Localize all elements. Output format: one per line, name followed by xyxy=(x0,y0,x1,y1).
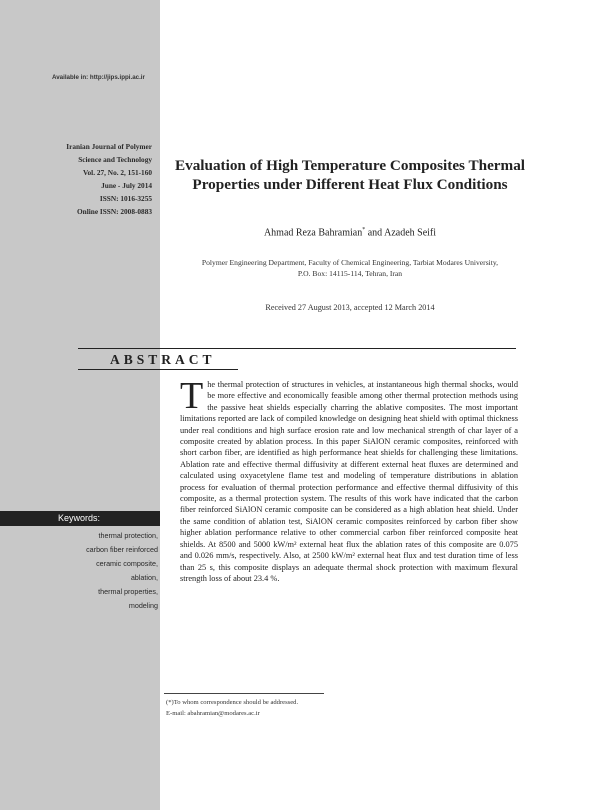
keywords-title: Keywords: xyxy=(58,513,101,523)
footnote-correspondence: (*)To whom correspondence should be addressed. xyxy=(166,699,299,706)
abstract-body-text: he thermal protection of structures in vehicles, at instantaneous high thermal shocks, would be more effective and economically feasible among other thermal protection methods using the passive heat shields especially charring the ablative composites. The most important limitations reported are lack of compiled knowledge on designing heat shield with optimal thickness under real conditions and high surface erosion rate and low mechanical strength of char layer of a composite created by ablation process. In this paper SiAlON ceramic composites, reinforced with short carbon fiber, are identified as high performance heat shields for challenging these limitations. Ablation rate and effective thermal diffusivity at different external heat fluxes are determined and calculated using oxyacetylene flame test and modeling of temperature distributions in ablation process for evaluation of thermal protection performance and effective thermal diffusivity of this composite, as a thermal protection system. The results of this work have indicated that the carbon fiber reinforced SiAlON ceramic composite can be considered as a high ablation heat shield. Under the same condition of ablation test, SiAlON ceramic composites reinforced by carbon fiber show higher ablation performance relative to other commercial carbon fiber reinforced composite heat shields. At 8500 and 5000 kW/m² external heat flux the ablation rates of this composite are 0.075 and 0.026 mm/s, respectively. Also, at 2500 kW/m² external heat flux and test duration time of less than 25 s, this composite displays an adequate thermal shock protection with maximum flexural strength loss of about 23.4 %. xyxy=(180,380,518,583)
journal-volume: Vol. 27, No. 2, 151-160 xyxy=(82,168,152,177)
abstract-heading: ABSTRACT xyxy=(110,352,216,367)
journal-name-line-2: Science and Technology xyxy=(78,155,152,164)
journal-online-issn: Online ISSN: 2008-0883 xyxy=(76,207,152,216)
availability-note: Available in: http://jips.ippi.ac.ir xyxy=(52,74,145,81)
journal-issn: ISSN: 1016-3255 xyxy=(99,194,152,203)
footnote-rule xyxy=(164,693,324,694)
keyword-item: carbon fiber reinforced xyxy=(86,545,158,554)
abstract-dropcap: T xyxy=(180,375,204,417)
sidebar-panel xyxy=(0,0,160,810)
abstract-under-rule xyxy=(78,369,238,370)
journal-date: June - July 2014 xyxy=(101,181,152,190)
affiliation-line-1: Polymer Engineering Department, Faculty of Chemical Engineering, Tarbiat Modares University, xyxy=(201,258,499,267)
keyword-item: thermal properties, xyxy=(98,587,158,596)
abstract-text xyxy=(180,375,518,584)
footnote-email: E-mail: abahramian@modares.ac.ir xyxy=(166,710,260,717)
keyword-item: ablation, xyxy=(130,573,158,582)
keyword-item: ceramic composite, xyxy=(96,559,158,568)
keyword-item: modeling xyxy=(128,601,158,610)
corresponding-mark: * xyxy=(362,227,366,233)
affiliation xyxy=(165,257,535,279)
footnote xyxy=(166,697,298,719)
received-dates: Received 27 August 2013, accepted 12 March 2014 xyxy=(265,303,435,312)
affiliation-line-2: P.O. Box: 14115-114, Tehran, Iran xyxy=(297,269,403,278)
author-rest: and Azadeh Seifi xyxy=(365,227,437,239)
title-line-1: Evaluation of High Temperature Composites Thermal xyxy=(174,157,526,174)
abstract-top-rule xyxy=(78,348,516,349)
authors xyxy=(165,227,535,238)
author-first: Ahmad Reza Bahramian xyxy=(263,227,363,239)
paper-title xyxy=(165,156,535,194)
journal-info xyxy=(20,140,152,218)
journal-name-line-1: Iranian Journal of Polymer xyxy=(66,142,152,151)
keywords-list xyxy=(0,529,158,613)
keyword-item: thermal protection, xyxy=(98,531,158,540)
title-line-2: Properties under Different Heat Flux Conditions xyxy=(192,176,508,193)
